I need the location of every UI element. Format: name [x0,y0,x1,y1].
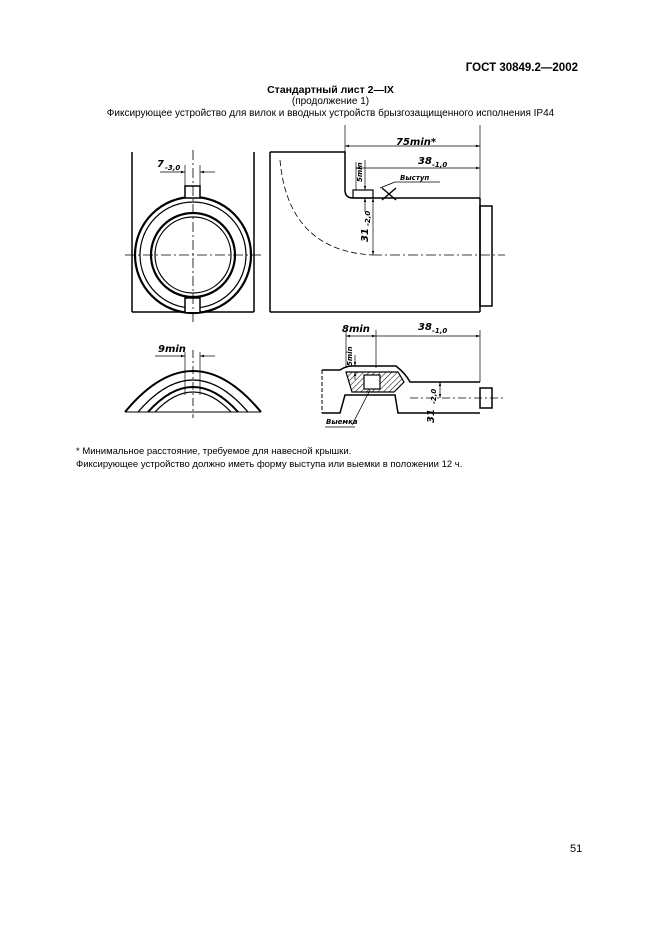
dim-9: 9min [158,344,186,355]
dim-31b-tol: -2,0 [430,388,438,404]
dim-38-tol: -1,0 [432,161,448,169]
front-view [125,150,262,322]
sheet-description: Фиксирующее устройство для вилок и вводных устройств брызгозащищенного исполнения IP44 [106,108,555,119]
label-protrusion: Выступ [400,174,430,182]
dim-31: 31 [360,228,371,242]
recess-view [322,330,505,427]
note-requirement: Фиксирующее устройство должно иметь форму выступа или выемки в положении 12 ч. [76,459,463,470]
dim-31b: 31 [426,409,437,423]
sheet-title: Стандартный лист 2—IX [267,84,394,96]
dim-7-tol: -3,0 [165,164,181,172]
label-recess: Выемка [326,418,358,426]
dim-5b: 5min [346,346,354,366]
dim-75: 75min* [396,137,437,148]
sheet-subtitle: (продолжение 1) [291,96,370,107]
dim-38: 38 [418,156,432,167]
dim-31-tol: -2,0 [364,210,372,226]
dim-38b: 38 [418,322,432,333]
dim-8: 8min [342,324,370,335]
page-number: 51 [570,843,583,855]
notes [76,445,462,471]
dim-38b-tol: -1,0 [432,327,448,335]
side-view [270,125,505,312]
dim-5: 5min [356,162,364,182]
standard-code: ГОСТ 30849.2—2002 [465,62,578,74]
note-footnote: * Минимальное расстояние, требуемое для навесной крышки. [76,446,352,457]
dim-7: 7 [157,159,164,170]
partial-section-view [125,350,261,418]
